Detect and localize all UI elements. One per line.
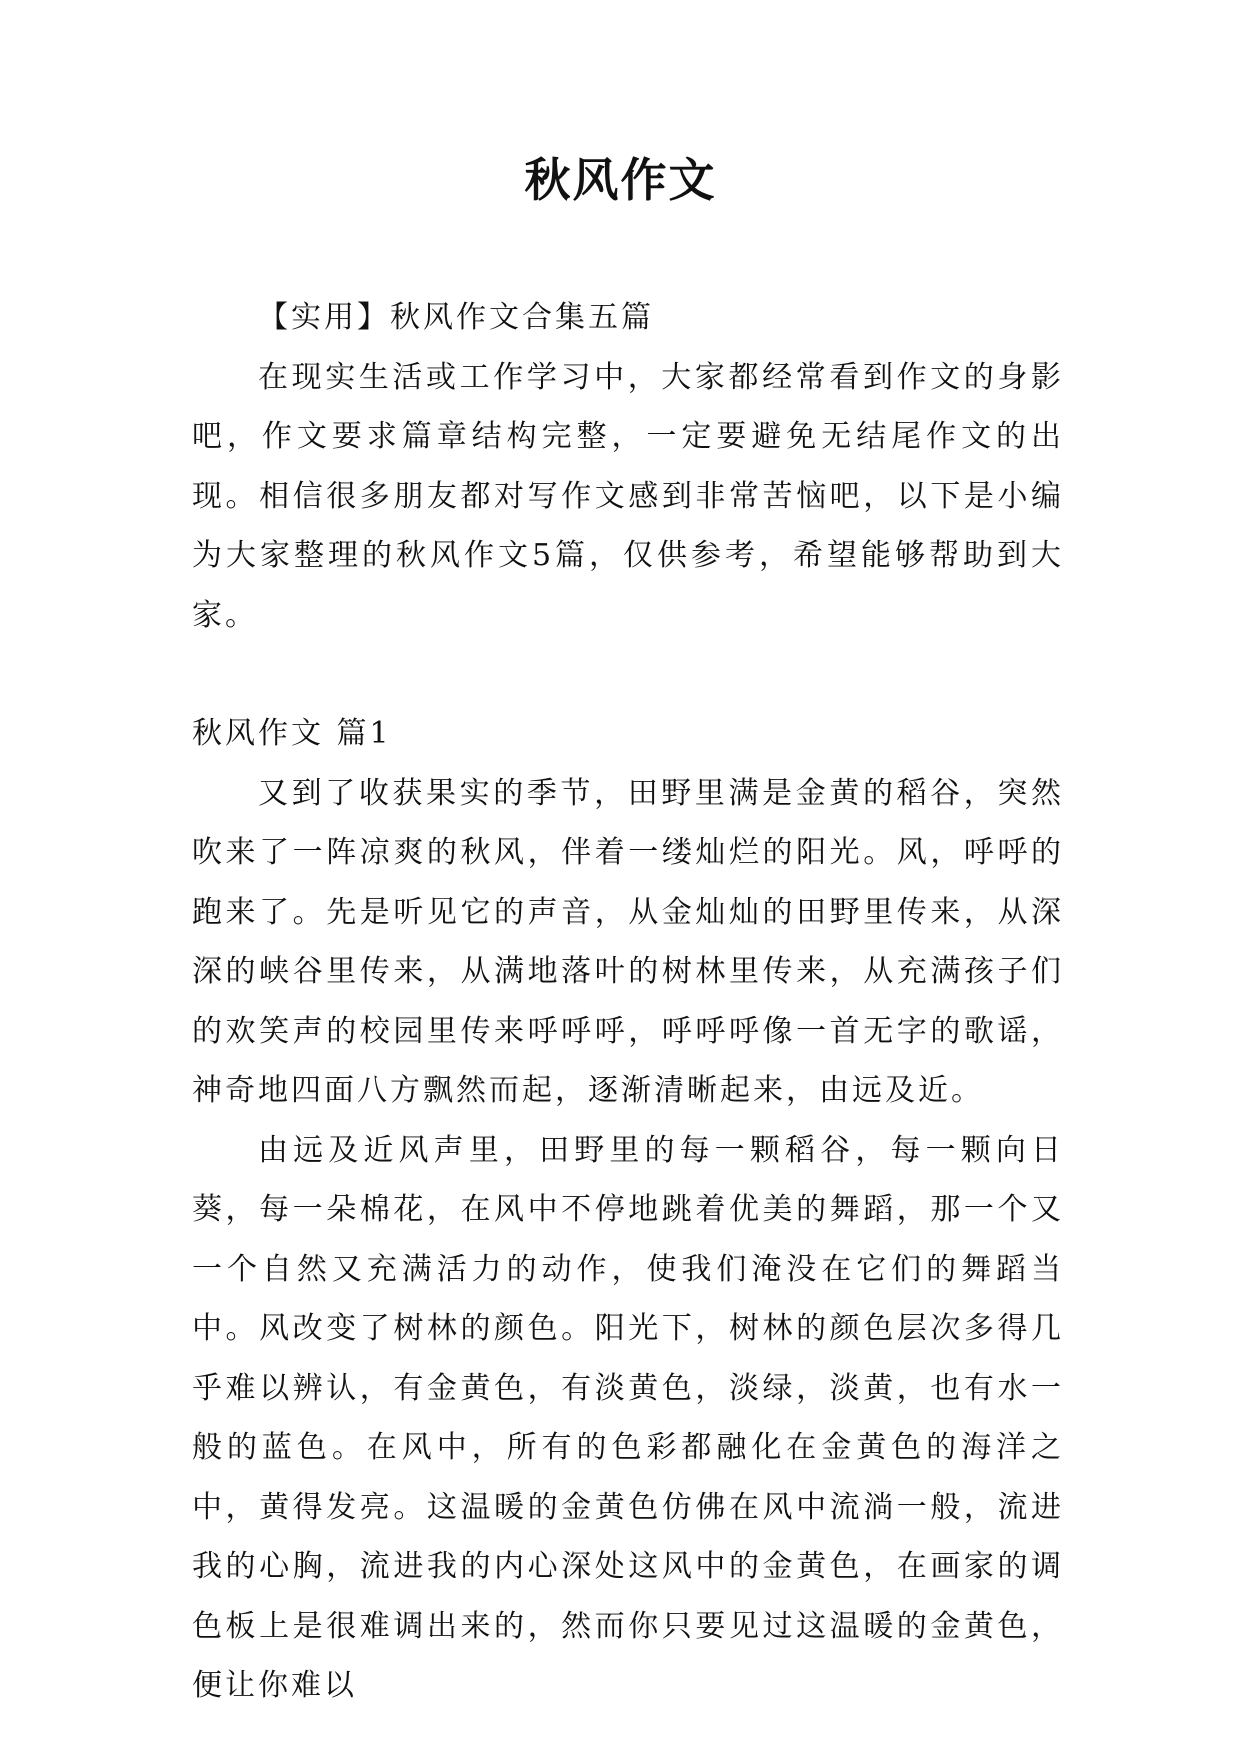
document-title: 秋风作文 bbox=[524, 153, 717, 207]
intro-paragraph: 在现实生活或工作学习中，大家都经常看到作文的身影吧，作文要求篇章结构完整，一定要避免无结尾作文的出现。相信很多朋友都对写作文感到非常苦恼吧，以下是小编为大家整理的秋风作文5篇，仅供参考，希望能够帮助到大家。 bbox=[192, 359, 1064, 633]
document-body bbox=[192, 288, 1064, 1716]
body-paragraph: 由远及近风声里，田野里的每一颗稻谷，每一颗向日葵，每一朵棉花，在风中不停地跳着优美的舞蹈，那一个又一个自然又充满活力的动作，使我们淹没在它们的舞蹈当中。风改变了树林的颜色。阳光下，树林的颜色层次多得几乎难以辨认，有金黄色，有淡黄色，淡绿，淡黄，也有水一般的蓝色。在风中，所有的色彩都融化在金黄色的海洋之中，黄得发亮。这温暖的金黄色仿佛在风中流淌一般，流进我的心胸，流进我的内心深处这风中的金黄色，在画家的调色板上是很难调出来的，然而你只要见过这温暖的金黄色，便让你难以 bbox=[192, 1132, 1064, 1703]
section-heading: 秋风作文 篇1 bbox=[192, 716, 392, 751]
body-paragraph: 又到了收获果实的季节，田野里满是金黄的稻谷，突然吹来了一阵凉爽的秋风，伴着一缕灿烂的阳光。风，呼呼的跑来了。先是听见它的声音，从金灿灿的田野里传来，从深深的峡谷里传来，从满地落叶的树林里传来，从充满孩子们的欢笑声的校园里传来呼呼呼，呼呼呼像一首无字的歌谣，神奇地四面八方飘然而起，逐渐清晰起来，由远及近。 bbox=[192, 775, 1064, 1108]
document-subtitle: 【实用】秋风作文合集五篇 bbox=[258, 300, 654, 335]
